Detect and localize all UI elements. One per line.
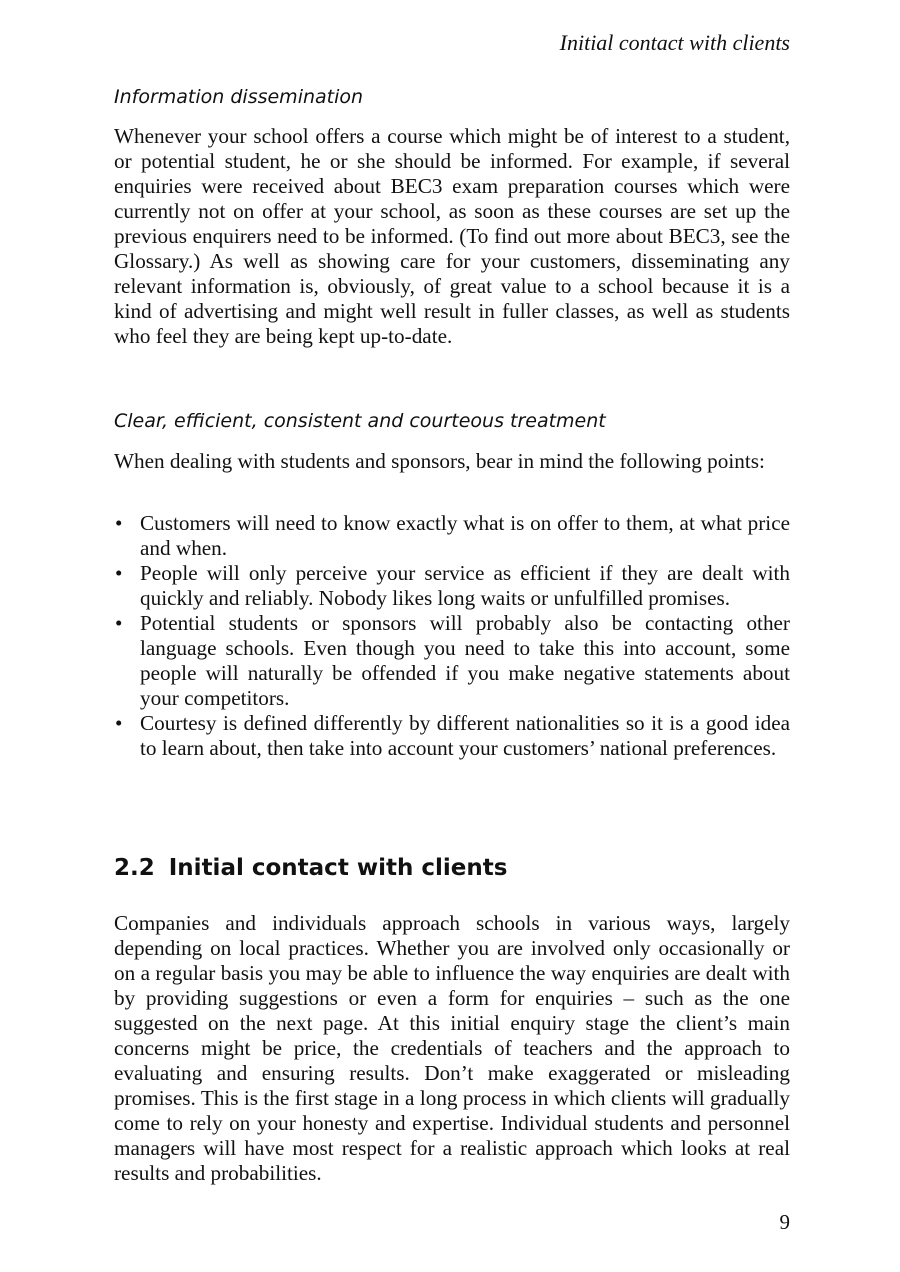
list-item-text: Potential students or sponsors will probably also be contacting other language schools. Even though you need to take this into account, some people will naturally be offended if you make negative statements about your competitors. [140, 611, 790, 710]
list-item [114, 611, 790, 711]
list-item [114, 711, 790, 761]
subheading-information-dissemination: Information dissemination [114, 86, 364, 108]
subheading-treatment: Clear, efficient, consistent and courteous treatment [114, 410, 606, 432]
bullet-icon: • [115, 611, 123, 635]
section-title: Initial contact with clients [168, 855, 508, 881]
paragraph-information-dissemination: Whenever your school offers a course which might be of interest to a student, or potential student, he or she should be informed. For example, if several enquiries were received about BEC3 exam preparation courses which were currently not on offer at your school, as soon as these courses are set up the previous enquirers need to be informed. (To find out more about BEC3, see the Glossary.) As well as showing care for your customers, disseminating any relevant information is, obviously, of great value to a school because it is a kind of advertising and might well result in fuller classes, as well as students who feel they are being kept up-to-date. [114, 124, 790, 348]
bullet-icon: • [115, 561, 123, 585]
paragraph-initial-contact: Companies and individuals approach schools in various ways, largely depending on local practices. Whether you are involved only occasionally or on a regular basis you may be able to influence the way enquiries are dealt with by providing suggestions or even a form for enquiries – such as the one suggested on the next page. At this initial enquiry stage the client’s main concerns might be price, the credentials of teachers and the approach to evaluating and ensuring results. Don’t make exaggerated or misleading promises. This is the first stage in a long process in which clients will gradually come to rely on your honesty and expertise. Individual students and personnel managers will have most respect for a realistic approach which looks at real results and probabilities. [114, 911, 790, 1185]
running-head: Initial contact with clients [559, 30, 790, 55]
page-number: 9 [779, 1210, 790, 1234]
bullet-icon: • [115, 711, 123, 735]
section-number: 2.2 [114, 855, 155, 881]
paragraph-treatment-intro: When dealing with students and sponsors, bear in mind the following points: [114, 449, 765, 473]
list-item [114, 561, 790, 611]
section-heading [114, 855, 507, 881]
list-item-text: People will only perceive your service as efficient if they are dealt with quickly and reliably. Nobody likes long waits or unfulfilled promises. [140, 561, 790, 610]
bullet-icon: • [115, 511, 123, 535]
list-item-text: Customers will need to know exactly what is on offer to them, at what price and when. [140, 511, 790, 560]
list-item-text: Courtesy is defined differently by different nationalities so it is a good idea to learn about, then take into account your customers’ national preferences. [140, 711, 790, 760]
list-item [114, 511, 790, 561]
bullet-list [114, 511, 790, 761]
